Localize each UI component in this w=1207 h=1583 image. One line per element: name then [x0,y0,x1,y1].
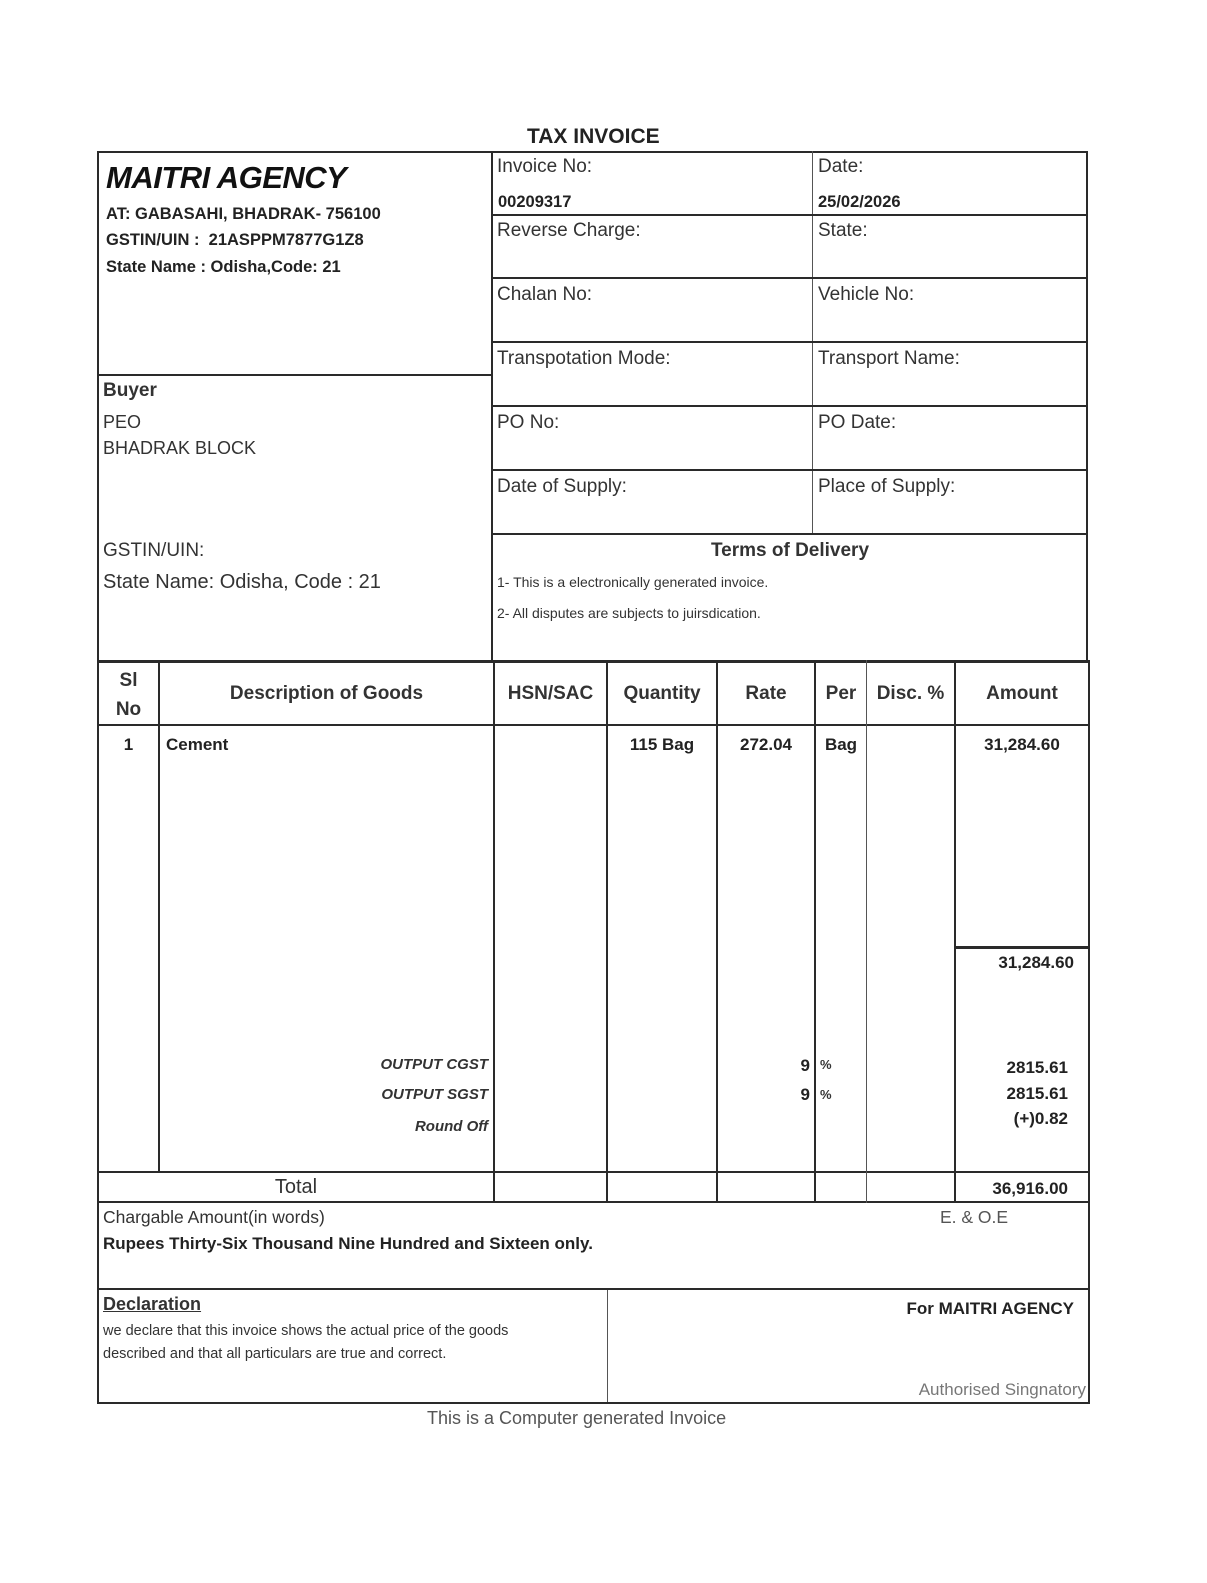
seller-buyer-divider [97,374,493,376]
col-divider-slno [158,660,160,1173]
reverse-charge-label: Reverse Charge: [497,220,641,241]
header-sl-no-line1: Sl [119,670,138,691]
tax-label: OUTPUT CGST [380,1056,488,1073]
header-hsn: HSN/SAC [507,683,594,704]
state-label: State: [818,220,868,241]
words-bottom-line [97,1288,1090,1290]
col-divider-per [866,660,867,1203]
transport-mode-label: Transpotation Mode: [497,348,671,369]
po-no-label: PO No: [497,412,560,433]
buyer-name-line1: PEO [103,412,142,432]
invoice-no-label: Invoice No: [497,156,593,177]
row-divider [491,277,1088,279]
terms-item: 2- All disputes are subjects to juirsdication. [497,605,761,621]
seller-name: MAITRI AGENCY [106,160,347,195]
po-date-label: PO Date: [818,412,897,433]
words-value: Rupees Thirty-Six Thousand Nine Hundred and Sixteen only. [103,1234,593,1253]
buyer-state: State Name: Odisha, Code : 21 [103,571,381,593]
declaration-line1: we declare that this invoice shows the actual price of the goods [103,1323,509,1339]
row-divider [491,214,1088,216]
table-header-bottom [97,724,1090,726]
row-divider [491,341,1088,343]
table-top-border [97,660,1090,663]
border-left-header [97,151,99,661]
table-right-border [1088,660,1090,1404]
seller-state: State Name : Odisha,Code: 21 [106,258,341,276]
buyer-heading: Buyer [103,380,157,401]
cell-rate: 272.04 [740,735,792,754]
total-amount: 36,916.00 [992,1179,1068,1198]
tax-amount: 2815.61 [1006,1084,1068,1103]
tax-rate-unit: % [820,1087,832,1102]
date-label: Date: [818,156,864,177]
transport-name-label: Transport Name: [818,348,960,369]
seller-gstin: GSTIN/UIN : 21ASPPM7877G1Z8 [106,231,364,249]
buyer-gstin: GSTIN/UIN: [103,540,205,561]
round-off-amount: (+)0.82 [1013,1109,1068,1128]
subtotal-line [955,946,1090,949]
buyer-name-line2: BHADRAK BLOCK [103,438,257,458]
date-value: 25/02/2026 [818,193,901,211]
row-divider [491,469,1088,471]
date-of-supply-label: Date of Supply: [497,476,627,497]
invoice-no-value: 00209317 [498,193,572,211]
table-body-bottom [97,1171,1090,1173]
row-divider [491,405,1088,407]
cell-amount: 31,284.60 [984,735,1060,754]
tax-amount: 2815.61 [1006,1058,1068,1077]
tax-rate-unit: % [820,1057,832,1072]
words-label: Chargable Amount(in words) [103,1207,325,1227]
document-title: TAX INVOICE [527,125,660,148]
signature-authorised: Authorised Singnatory [918,1380,1086,1399]
tax-rate: 9 [800,1056,810,1075]
header-per: Per [825,683,857,704]
header-amount: Amount [986,683,1058,704]
col-divider-description [493,660,495,1203]
cell-quantity: 115 Bag [629,735,695,754]
header-sl-no [99,666,158,724]
cell-per: Bag [824,735,858,754]
tax-label: OUTPUT SGST [381,1086,488,1103]
declaration-line2: described and that all particulars are true and correct. [103,1346,447,1362]
eoe-note: E. & O.E [940,1207,1009,1227]
subtotal-amount: 31,284.60 [998,953,1074,972]
header-sl-no-line2: No [115,699,142,720]
table-left-border [97,660,99,1404]
vehicle-no-label: Vehicle No: [818,284,915,305]
total-row-bottom [97,1201,1090,1203]
cell-description: Cement [166,735,229,754]
signature-company: For MAITRI AGENCY [906,1299,1074,1318]
seller-address: AT: GABASAHI, BHADRAK- 756100 [106,205,381,223]
declaration-heading: Declaration [103,1294,202,1314]
round-off-label: Round Off [414,1118,488,1135]
cell-sl-no: 1 [123,735,134,754]
declaration-divider [607,1290,608,1403]
header-discount: Disc. % [876,683,945,704]
header-rate: Rate [745,683,787,704]
tax-rate: 9 [800,1085,810,1104]
total-label: Total [274,1176,318,1198]
chalan-no-label: Chalan No: [497,284,593,305]
terms-heading: Terms of Delivery [710,540,870,561]
header-description: Description of Goods [229,683,424,704]
bottom-border [97,1402,1090,1404]
footer-note: This is a Computer generated Invoice [427,1408,727,1428]
header-quantity: Quantity [623,683,701,704]
row-divider [491,533,1088,535]
terms-item: 1- This is a electronically generated invoice. [497,574,769,590]
border-top [97,151,1088,153]
place-of-supply-label: Place of Supply: [818,476,956,497]
